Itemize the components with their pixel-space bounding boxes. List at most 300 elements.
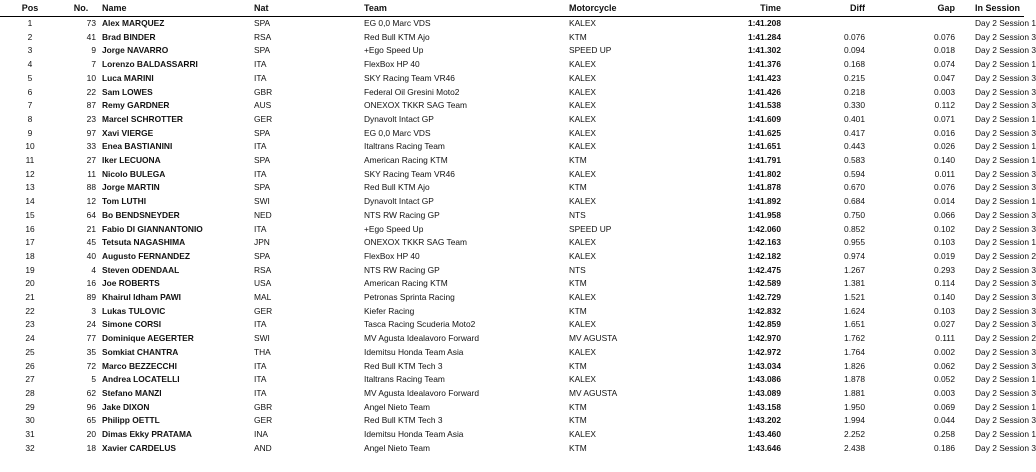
cell-pos: 27 bbox=[25, 374, 35, 385]
cell-session: Day 2 Session 3 bbox=[975, 360, 1036, 371]
cell-time: 1:41.609 bbox=[747, 113, 781, 124]
cell-no: 87 bbox=[86, 100, 96, 111]
header-nat: Nat bbox=[254, 0, 364, 17]
table-row bbox=[0, 291, 1024, 305]
cell-pos: 10 bbox=[25, 141, 35, 152]
cell-pos: 24 bbox=[25, 333, 35, 344]
cell-nat: ITA bbox=[254, 223, 267, 234]
cell-no: 65 bbox=[86, 415, 96, 426]
cell-motorcycle: KALEX bbox=[569, 429, 597, 440]
cell-gap: 0.052 bbox=[934, 374, 955, 385]
cell-session: Day 2 Session 3 bbox=[975, 127, 1036, 138]
cell-pos: 22 bbox=[25, 305, 35, 316]
cell-name: Fabio DI GIANNANTONIO bbox=[102, 223, 203, 234]
cell-session: Day 2 Session 1 bbox=[975, 237, 1036, 248]
cell-nat: AUS bbox=[254, 100, 272, 111]
cell-session: Day 2 Session 3 bbox=[975, 100, 1036, 111]
cell-motorcycle: KTM bbox=[569, 305, 587, 316]
cell-time: 1:41.376 bbox=[747, 59, 781, 70]
cell-gap: 0.018 bbox=[934, 45, 955, 56]
cell-pos: 15 bbox=[25, 209, 35, 220]
cell-pos: 29 bbox=[25, 401, 35, 412]
cell-time: 1:43.460 bbox=[747, 429, 781, 440]
cell-no: 40 bbox=[86, 250, 96, 261]
header-time: Time bbox=[669, 0, 781, 17]
cell-motorcycle: KALEX bbox=[569, 86, 597, 97]
cell-no: 12 bbox=[86, 196, 96, 207]
cell-nat: GER bbox=[254, 113, 273, 124]
cell-time: 1:43.086 bbox=[747, 374, 781, 385]
cell-no: 3 bbox=[91, 305, 96, 316]
cell-session: Day 2 Session 3 bbox=[975, 45, 1036, 56]
cell-time: 1:41.651 bbox=[747, 141, 781, 152]
cell-nat: GER bbox=[254, 305, 273, 316]
cell-team: FlexBox HP 40 bbox=[364, 59, 420, 70]
table-row bbox=[0, 168, 1024, 182]
cell-pos: 3 bbox=[27, 45, 33, 56]
cell-diff: 0.168 bbox=[844, 59, 865, 70]
cell-diff: 2.438 bbox=[844, 442, 865, 453]
cell-name: Bo BENDSNEYDER bbox=[102, 209, 180, 220]
cell-pos: 5 bbox=[27, 72, 33, 83]
table-row bbox=[0, 127, 1024, 141]
cell-gap: 0.186 bbox=[934, 442, 955, 453]
cell-name: Jorge MARTIN bbox=[102, 182, 160, 193]
cell-team: Red Bull KTM Ajo bbox=[364, 182, 430, 193]
cell-motorcycle: KALEX bbox=[569, 374, 597, 385]
cell-name: Lorenzo BALDASSARRI bbox=[102, 59, 198, 70]
cell-no: 64 bbox=[86, 209, 96, 220]
cell-nat: SPA bbox=[254, 127, 271, 138]
cell-pos: 12 bbox=[25, 168, 35, 179]
cell-gap: 0.026 bbox=[934, 141, 955, 152]
cell-nat: GER bbox=[254, 415, 273, 426]
cell-no: 41 bbox=[86, 31, 96, 42]
cell-no: 62 bbox=[86, 387, 96, 398]
cell-time: 1:41.284 bbox=[747, 31, 781, 42]
cell-time: 1:41.625 bbox=[747, 127, 781, 138]
cell-pos: 11 bbox=[25, 155, 35, 166]
cell-name: Joe ROBERTS bbox=[102, 278, 160, 289]
cell-no: 20 bbox=[86, 429, 96, 440]
cell-name: Stefano MANZI bbox=[102, 387, 162, 398]
cell-session: Day 2 Session 1 bbox=[975, 113, 1036, 124]
cell-diff: 0.750 bbox=[844, 209, 865, 220]
cell-name: Alex MARQUEZ bbox=[102, 18, 165, 28]
cell-no: 5 bbox=[91, 374, 96, 385]
cell-nat: SPA bbox=[254, 45, 271, 56]
cell-diff: 1.381 bbox=[844, 278, 865, 289]
cell-pos: 7 bbox=[27, 100, 33, 111]
cell-gap: 0.074 bbox=[934, 59, 955, 70]
cell-team: MV Agusta Idealavoro Forward bbox=[364, 387, 479, 398]
cell-motorcycle: KTM bbox=[569, 155, 587, 166]
cell-name: Marcel SCHROTTER bbox=[102, 113, 183, 124]
table-row bbox=[0, 373, 1024, 387]
cell-team: EG 0,0 Marc VDS bbox=[364, 127, 431, 138]
cell-diff: 0.094 bbox=[844, 45, 865, 56]
cell-no: 16 bbox=[86, 278, 96, 289]
cell-name: Khairul Idham PAWI bbox=[102, 292, 181, 303]
cell-gap: 0.062 bbox=[934, 360, 955, 371]
cell-session: Day 2 Session 3 bbox=[975, 72, 1036, 83]
cell-time: 1:41.892 bbox=[747, 196, 781, 207]
cell-diff: 0.417 bbox=[844, 127, 865, 138]
cell-nat: SWI bbox=[254, 333, 270, 344]
cell-team: Italtrans Racing Team bbox=[364, 141, 445, 152]
cell-motorcycle: KALEX bbox=[569, 141, 597, 152]
cell-team: NTS RW Racing GP bbox=[364, 264, 440, 275]
cell-session: Day 2 Session 3 bbox=[975, 387, 1036, 398]
cell-name: Nicolo BULEGA bbox=[102, 168, 166, 179]
cell-time: 1:43.034 bbox=[747, 360, 781, 371]
cell-motorcycle: MV AGUSTA bbox=[569, 333, 618, 344]
cell-session: Day 2 Session 1 bbox=[975, 155, 1036, 166]
cell-diff: 0.218 bbox=[844, 86, 865, 97]
cell-session: Day 2 Session 3 bbox=[975, 168, 1036, 179]
cell-team: American Racing KTM bbox=[364, 278, 448, 289]
cell-gap: 0.019 bbox=[934, 250, 955, 261]
cell-nat: SWI bbox=[254, 196, 270, 207]
header-pos: Pos bbox=[0, 0, 60, 17]
cell-no: 9 bbox=[91, 45, 96, 56]
cell-time: 1:42.970 bbox=[747, 333, 781, 344]
cell-nat: GBR bbox=[254, 401, 273, 412]
table-row bbox=[0, 44, 1024, 58]
cell-gap: 0.069 bbox=[934, 401, 955, 412]
cell-motorcycle: SPEED UP bbox=[569, 45, 612, 56]
cell-nat: USA bbox=[254, 278, 272, 289]
header-row bbox=[0, 0, 1024, 17]
cell-no: 18 bbox=[86, 442, 96, 453]
cell-pos: 20 bbox=[25, 278, 35, 289]
cell-time: 1:42.475 bbox=[747, 264, 781, 275]
cell-diff: 0.583 bbox=[844, 155, 865, 166]
cell-motorcycle: KALEX bbox=[569, 100, 597, 111]
cell-motorcycle: KALEX bbox=[569, 292, 597, 303]
cell-nat: GBR bbox=[254, 86, 273, 97]
cell-diff bbox=[781, 17, 865, 31]
cell-diff: 0.594 bbox=[844, 168, 865, 179]
cell-name: Tetsuta NAGASHIMA bbox=[102, 237, 186, 248]
cell-diff: 0.955 bbox=[844, 237, 865, 248]
cell-nat: JPN bbox=[254, 237, 270, 248]
cell-gap: 0.003 bbox=[934, 86, 955, 97]
cell-gap: 0.071 bbox=[934, 113, 955, 124]
cell-diff: 0.330 bbox=[844, 100, 865, 111]
cell-gap bbox=[865, 17, 955, 31]
cell-session: Day 2 Session 3 bbox=[975, 31, 1036, 42]
cell-name: Sam LOWES bbox=[102, 86, 153, 97]
cell-pos: 28 bbox=[25, 387, 35, 398]
cell-gap: 0.102 bbox=[934, 223, 955, 234]
cell-no: 10 bbox=[86, 72, 96, 83]
cell-motorcycle: KALEX bbox=[569, 346, 597, 357]
cell-gap: 0.103 bbox=[934, 237, 955, 248]
cell-gap: 0.114 bbox=[934, 278, 955, 289]
cell-gap: 0.140 bbox=[934, 155, 955, 166]
cell-time: 1:41.802 bbox=[747, 168, 781, 179]
cell-no: 24 bbox=[86, 319, 96, 330]
cell-diff: 0.401 bbox=[844, 113, 865, 124]
header-motorcycle: Motorcycle bbox=[569, 0, 669, 17]
table-row bbox=[0, 236, 1024, 250]
cell-motorcycle: SPEED UP bbox=[569, 223, 612, 234]
cell-diff: 1.267 bbox=[844, 264, 865, 275]
cell-time: 1:43.202 bbox=[747, 415, 781, 426]
cell-motorcycle: KALEX bbox=[569, 59, 597, 70]
cell-pos: 19 bbox=[25, 264, 35, 275]
table-row bbox=[0, 99, 1024, 113]
cell-motorcycle: KTM bbox=[569, 31, 587, 42]
cell-nat: SPA bbox=[254, 18, 271, 28]
cell-gap: 0.014 bbox=[934, 196, 955, 207]
cell-gap: 0.076 bbox=[934, 182, 955, 193]
cell-name: Augusto FERNANDEZ bbox=[102, 250, 190, 261]
cell-motorcycle: KTM bbox=[569, 278, 587, 289]
cell-pos: 21 bbox=[25, 292, 35, 303]
cell-diff: 1.764 bbox=[844, 346, 865, 357]
cell-session: Day 2 Session 3 bbox=[975, 305, 1036, 316]
cell-time: 1:43.089 bbox=[747, 387, 781, 398]
cell-name: Lukas TULOVIC bbox=[102, 305, 166, 316]
table-row bbox=[0, 264, 1024, 278]
cell-time: 1:42.972 bbox=[747, 346, 781, 357]
cell-name: Dimas Ekky PRATAMA bbox=[102, 429, 192, 440]
table-row bbox=[0, 250, 1024, 264]
cell-gap: 0.002 bbox=[934, 346, 955, 357]
cell-motorcycle: KTM bbox=[569, 360, 587, 371]
cell-team: Angel Nieto Team bbox=[364, 401, 430, 412]
cell-gap: 0.140 bbox=[934, 292, 955, 303]
cell-time: 1:41.426 bbox=[747, 86, 781, 97]
cell-no: 72 bbox=[86, 360, 96, 371]
cell-name: Enea BASTIANINI bbox=[102, 141, 173, 152]
cell-time: 1:42.060 bbox=[747, 223, 781, 234]
cell-time: 1:41.208 bbox=[747, 18, 781, 28]
cell-team: Tasca Racing Scuderia Moto2 bbox=[364, 319, 476, 330]
cell-time: 1:41.538 bbox=[747, 100, 781, 111]
cell-nat: ITA bbox=[254, 319, 267, 330]
table-row bbox=[0, 86, 1024, 100]
cell-gap: 0.293 bbox=[934, 264, 955, 275]
table-row bbox=[0, 140, 1024, 154]
cell-gap: 0.016 bbox=[934, 127, 955, 138]
cell-motorcycle: KALEX bbox=[569, 168, 597, 179]
cell-pos: 1 bbox=[27, 18, 33, 28]
cell-team: +Ego Speed Up bbox=[364, 223, 424, 234]
cell-motorcycle: KTM bbox=[569, 415, 587, 426]
cell-gap: 0.027 bbox=[934, 319, 955, 330]
cell-name: Brad BINDER bbox=[102, 31, 156, 42]
cell-no: 7 bbox=[91, 59, 96, 70]
cell-team: American Racing KTM bbox=[364, 155, 448, 166]
cell-team: Kiefer Racing bbox=[364, 305, 415, 316]
header-gap: Gap bbox=[865, 0, 955, 17]
table-row bbox=[0, 360, 1024, 374]
cell-gap: 0.112 bbox=[934, 100, 955, 111]
cell-session: Day 2 Session 3 bbox=[975, 264, 1036, 275]
cell-team: EG 0,0 Marc VDS bbox=[364, 18, 431, 28]
cell-no: 35 bbox=[86, 346, 96, 357]
cell-no: 45 bbox=[86, 237, 96, 248]
table-row bbox=[0, 346, 1024, 360]
cell-team: SKY Racing Team VR46 bbox=[364, 168, 455, 179]
cell-pos: 13 bbox=[25, 182, 35, 193]
cell-name: Jorge NAVARRO bbox=[102, 45, 169, 56]
cell-gap: 0.076 bbox=[934, 31, 955, 42]
cell-diff: 2.252 bbox=[844, 429, 865, 440]
cell-team: Federal Oil Gresini Moto2 bbox=[364, 86, 460, 97]
table-row bbox=[0, 442, 1024, 456]
cell-gap: 0.258 bbox=[934, 429, 955, 440]
cell-nat: ITA bbox=[254, 387, 267, 398]
cell-motorcycle: MV AGUSTA bbox=[569, 387, 618, 398]
table-row bbox=[0, 154, 1024, 168]
cell-gap: 0.111 bbox=[935, 333, 955, 344]
cell-time: 1:41.958 bbox=[747, 209, 781, 220]
cell-motorcycle: NTS bbox=[569, 209, 586, 220]
cell-motorcycle: KTM bbox=[569, 442, 587, 453]
cell-team: Italtrans Racing Team bbox=[364, 374, 445, 385]
cell-session: Day 2 Session 1 bbox=[975, 429, 1036, 440]
cell-team: ONEXOX TKKR SAG Team bbox=[364, 237, 468, 248]
cell-time: 1:41.302 bbox=[747, 45, 781, 56]
cell-time: 1:42.859 bbox=[747, 319, 781, 330]
cell-pos: 4 bbox=[27, 59, 33, 70]
cell-name: Somkiat CHANTRA bbox=[102, 346, 179, 357]
cell-team: Dynavolt Intact GP bbox=[364, 196, 434, 207]
cell-gap: 0.003 bbox=[934, 387, 955, 398]
cell-pos: 30 bbox=[25, 415, 35, 426]
cell-diff: 0.852 bbox=[844, 223, 865, 234]
cell-motorcycle: KALEX bbox=[569, 18, 597, 28]
cell-no: 21 bbox=[86, 223, 96, 234]
cell-team: Red Bull KTM Tech 3 bbox=[364, 415, 443, 426]
cell-nat: INA bbox=[254, 429, 268, 440]
table-row bbox=[0, 305, 1024, 319]
cell-team: FlexBox HP 40 bbox=[364, 250, 420, 261]
cell-nat: ITA bbox=[254, 168, 267, 179]
header-diff: Diff bbox=[781, 0, 865, 17]
cell-diff: 0.215 bbox=[844, 72, 865, 83]
cell-no: 77 bbox=[86, 333, 96, 344]
table-row bbox=[0, 195, 1024, 209]
cell-gap: 0.066 bbox=[934, 209, 955, 220]
table-row bbox=[0, 387, 1024, 401]
cell-pos: 26 bbox=[25, 360, 35, 371]
cell-no: 4 bbox=[91, 264, 96, 275]
cell-session: Day 2 Session 1 bbox=[975, 59, 1036, 70]
cell-session: Day 2 Session 3 bbox=[975, 223, 1036, 234]
cell-no: 96 bbox=[86, 401, 96, 412]
cell-team: Idemitsu Honda Team Asia bbox=[364, 346, 464, 357]
cell-session: Day 2 Session 3 bbox=[975, 415, 1036, 426]
cell-no: 27 bbox=[86, 155, 96, 166]
cell-nat: NED bbox=[254, 209, 272, 220]
table-row bbox=[0, 31, 1024, 45]
cell-nat: ITA bbox=[254, 360, 267, 371]
table-row bbox=[0, 318, 1024, 332]
cell-no: 22 bbox=[86, 86, 96, 97]
cell-diff: 1.651 bbox=[844, 319, 865, 330]
cell-time: 1:43.646 bbox=[747, 442, 781, 453]
cell-no: 33 bbox=[86, 141, 96, 152]
cell-time: 1:42.182 bbox=[747, 250, 781, 261]
cell-pos: 25 bbox=[25, 346, 35, 357]
cell-no: 23 bbox=[86, 113, 96, 124]
cell-name: Luca MARINI bbox=[102, 72, 154, 83]
cell-session: Day 2 Session 1 bbox=[975, 401, 1036, 412]
table-header bbox=[0, 0, 1024, 17]
cell-motorcycle: KALEX bbox=[569, 237, 597, 248]
cell-diff: 1.521 bbox=[844, 292, 865, 303]
cell-nat: AND bbox=[254, 442, 272, 453]
cell-session: Day 2 Session 3 bbox=[975, 346, 1036, 357]
cell-name: Andrea LOCATELLI bbox=[102, 374, 180, 385]
cell-name: Xavier CARDELUS bbox=[102, 442, 177, 453]
cell-gap: 0.011 bbox=[934, 168, 955, 179]
cell-no: 73 bbox=[86, 18, 96, 28]
cell-motorcycle: KALEX bbox=[569, 319, 597, 330]
cell-diff: 0.076 bbox=[844, 31, 865, 42]
cell-diff: 1.878 bbox=[844, 374, 865, 385]
cell-name: Jake DIXON bbox=[102, 401, 150, 412]
cell-diff: 1.994 bbox=[844, 415, 865, 426]
table-row bbox=[0, 17, 1024, 31]
cell-time: 1:42.589 bbox=[747, 278, 781, 289]
table-row bbox=[0, 401, 1024, 415]
cell-diff: 0.684 bbox=[844, 196, 865, 207]
cell-nat: SPA bbox=[254, 250, 271, 261]
cell-pos: 17 bbox=[25, 237, 35, 248]
header-no: No. bbox=[60, 0, 102, 17]
cell-nat: RSA bbox=[254, 31, 272, 42]
cell-nat: MAL bbox=[254, 292, 272, 303]
cell-team: Dynavolt Intact GP bbox=[364, 113, 434, 124]
cell-nat: RSA bbox=[254, 264, 272, 275]
cell-team: MV Agusta Idealavoro Forward bbox=[364, 333, 479, 344]
cell-session: Day 2 Session 1 bbox=[975, 374, 1036, 385]
cell-team: Angel Nieto Team bbox=[364, 442, 430, 453]
cell-pos: 23 bbox=[25, 319, 35, 330]
table-body bbox=[0, 17, 1036, 456]
cell-session: Day 2 Session 1 bbox=[975, 141, 1036, 152]
cell-pos: 18 bbox=[25, 250, 35, 261]
cell-team: Red Bull KTM Ajo bbox=[364, 31, 430, 42]
cell-nat: ITA bbox=[254, 141, 267, 152]
cell-nat: ITA bbox=[254, 374, 267, 385]
table-row bbox=[0, 58, 1024, 72]
cell-team: Red Bull KTM Tech 3 bbox=[364, 360, 443, 371]
cell-name: Iker LECUONA bbox=[102, 155, 161, 166]
cell-pos: 32 bbox=[25, 442, 35, 453]
cell-nat: THA bbox=[254, 346, 271, 357]
cell-team: SKY Racing Team VR46 bbox=[364, 72, 455, 83]
header-session: In Session bbox=[955, 0, 1024, 17]
cell-session: Day 2 Session 3 bbox=[975, 278, 1036, 289]
cell-motorcycle: KALEX bbox=[569, 196, 597, 207]
table-row bbox=[0, 181, 1024, 195]
cell-team: NTS RW Racing GP bbox=[364, 209, 440, 220]
cell-session: Day 2 Session 1 bbox=[975, 18, 1036, 28]
cell-pos: 8 bbox=[27, 113, 33, 124]
cell-nat: SPA bbox=[254, 182, 271, 193]
cell-session: Day 2 Session 3 bbox=[975, 442, 1036, 453]
cell-name: Remy GARDNER bbox=[102, 100, 170, 111]
cell-no: 88 bbox=[86, 182, 96, 193]
cell-nat: SPA bbox=[254, 155, 271, 166]
